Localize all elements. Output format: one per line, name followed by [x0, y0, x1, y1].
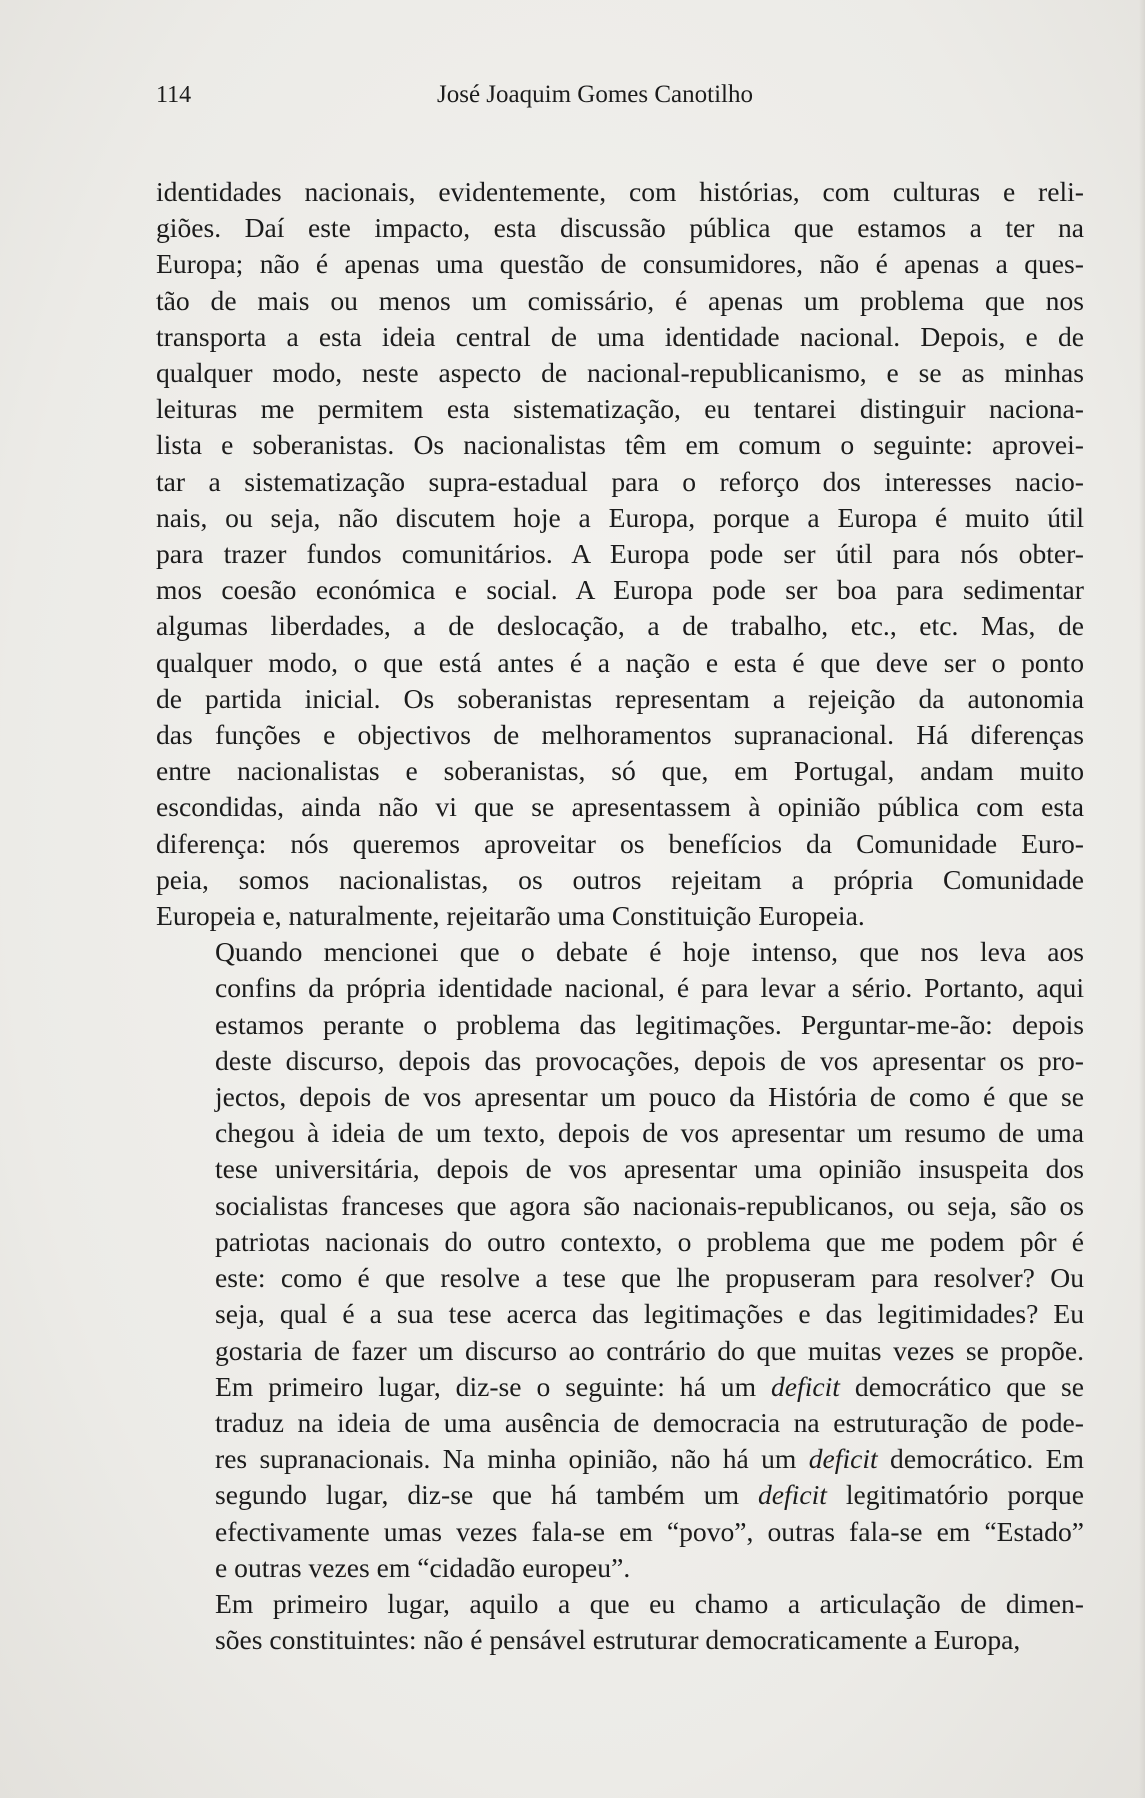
paragraph: [156, 934, 1084, 1586]
text-line: deste discurso, depois das provocações, depois de vos apresentar os pro-: [215, 1044, 1084, 1076]
text-line: socialistas franceses que agora são nacionais-republicanos, ou seja, são os: [215, 1189, 1084, 1221]
text-line: de partida inicial. Os soberanistas representam a rejeição da autonomia: [156, 682, 1084, 714]
text-line: segundo lugar, diz-se que há também um deficit legitimatório porque: [215, 1479, 1084, 1511]
text-line: peia, somos nacionalistas, os outros rejeitam a própria Comunidade: [156, 863, 1084, 895]
text-line: giões. Daí este impacto, esta discussão pública que estamos a ter na: [156, 212, 1084, 244]
page-header: [156, 78, 1080, 112]
text-line: efectivamente umas vezes fala-se em “povo”, outras fala-se em “Estado”: [215, 1515, 1084, 1547]
text-line: e outras vezes em “cidadão europeu”.: [215, 1551, 631, 1583]
body-text: [156, 174, 1084, 1658]
text-line: escondidas, ainda não vi que se apresentassem à opinião pública com esta: [156, 791, 1084, 823]
text-line: Quando mencionei que o debate é hoje intenso, que nos leva aos: [215, 936, 1084, 968]
text-line: algumas liberdades, a de deslocação, a de trabalho, etc., etc. Mas, de: [156, 610, 1084, 642]
text-line: confins da própria identidade nacional, é para levar a sério. Portanto, aqui: [215, 972, 1084, 1004]
text-line: Europeia e, naturalmente, rejeitarão uma Constituição Europeia.: [156, 900, 865, 932]
text-line: jectos, depois de vos apresentar um pouco da História de como é que se: [215, 1081, 1084, 1113]
text-line: Em primeiro lugar, diz-se o seguinte: há um deficit democrático que se: [215, 1370, 1084, 1402]
text-line: identidades nacionais, evidentemente, com histórias, com culturas e reli-: [156, 176, 1084, 207]
paragraph: [156, 174, 1084, 934]
text-line: chegou à ideia de um texto, depois de vos apresentar um resumo de uma: [215, 1117, 1084, 1149]
text-line: entre nacionalistas e soberanistas, só que, em Portugal, andam muito: [156, 755, 1084, 787]
text-line: gostaria de fazer um discurso ao contrário do que muitas vezes se propõe.: [215, 1334, 1084, 1366]
paragraph: [156, 1586, 1084, 1658]
text-line: sões constituintes: não é pensável estruturar democraticamente a Europa,: [215, 1624, 1021, 1656]
text-line: mos coesão económica e social. A Europa pode ser boa para sedimentar: [156, 574, 1084, 606]
text-line: Em primeiro lugar, aquilo a que eu chamo a articulação de dimen-: [215, 1587, 1084, 1619]
text-line: transporta a esta ideia central de uma identidade nacional. Depois, e de: [156, 320, 1084, 352]
text-line: qualquer modo, o que está antes é a nação e esta é que deve ser o ponto: [156, 646, 1084, 678]
page-number: 114: [156, 82, 192, 108]
text-line: estamos perante o problema das legitimações. Perguntar-me-ão: depois: [215, 1008, 1084, 1040]
page-edge-shadow: [1139, 0, 1145, 1798]
text-line: lista e soberanistas. Os nacionalistas têm em comum o seguinte: aprovei-: [156, 429, 1084, 461]
running-head-author: José Joaquim Gomes Canotilho: [437, 81, 753, 108]
text-line: leituras me permitem esta sistematização, eu tentarei distinguir naciona-: [156, 393, 1084, 425]
text-line: Europa; não é apenas uma questão de consumidores, não é apenas a ques-: [156, 248, 1084, 280]
text-line: patriotas nacionais do outro contexto, o problema que me podem pôr é: [215, 1225, 1084, 1257]
text-line: este: como é que resolve a tese que lhe propuseram para resolver? Ou: [215, 1262, 1084, 1294]
text-line: qualquer modo, neste aspecto de nacional-republicanismo, e se as minhas: [156, 357, 1084, 389]
text-line: seja, qual é a sua tese acerca das legitimações e das legitimidades? Eu: [215, 1298, 1084, 1330]
text-line: tar a sistematização supra-estadual para o reforço dos interesses nacio-: [156, 465, 1084, 497]
text-line: diferença: nós queremos aproveitar os benefícios da Comunidade Euro-: [156, 827, 1084, 859]
text-line: tão de mais ou menos um comissário, é apenas um problema que nos: [156, 284, 1084, 316]
text-line: res supranacionais. Na minha opinião, não há um deficit democrático. Em: [215, 1443, 1084, 1475]
text-line: para trazer fundos comunitários. A Europa pode ser útil para nós obter-: [156, 538, 1084, 570]
text-line: traduz na ideia de uma ausência de democracia na estruturação de pode-: [215, 1406, 1084, 1438]
text-line: nais, ou seja, não discutem hoje a Europa, porque a Europa é muito útil: [156, 501, 1084, 533]
text-line: das funções e objectivos de melhoramentos supranacional. Há diferenças: [156, 719, 1084, 751]
text-line: tese universitária, depois de vos apresentar uma opinião insuspeita dos: [215, 1153, 1084, 1185]
